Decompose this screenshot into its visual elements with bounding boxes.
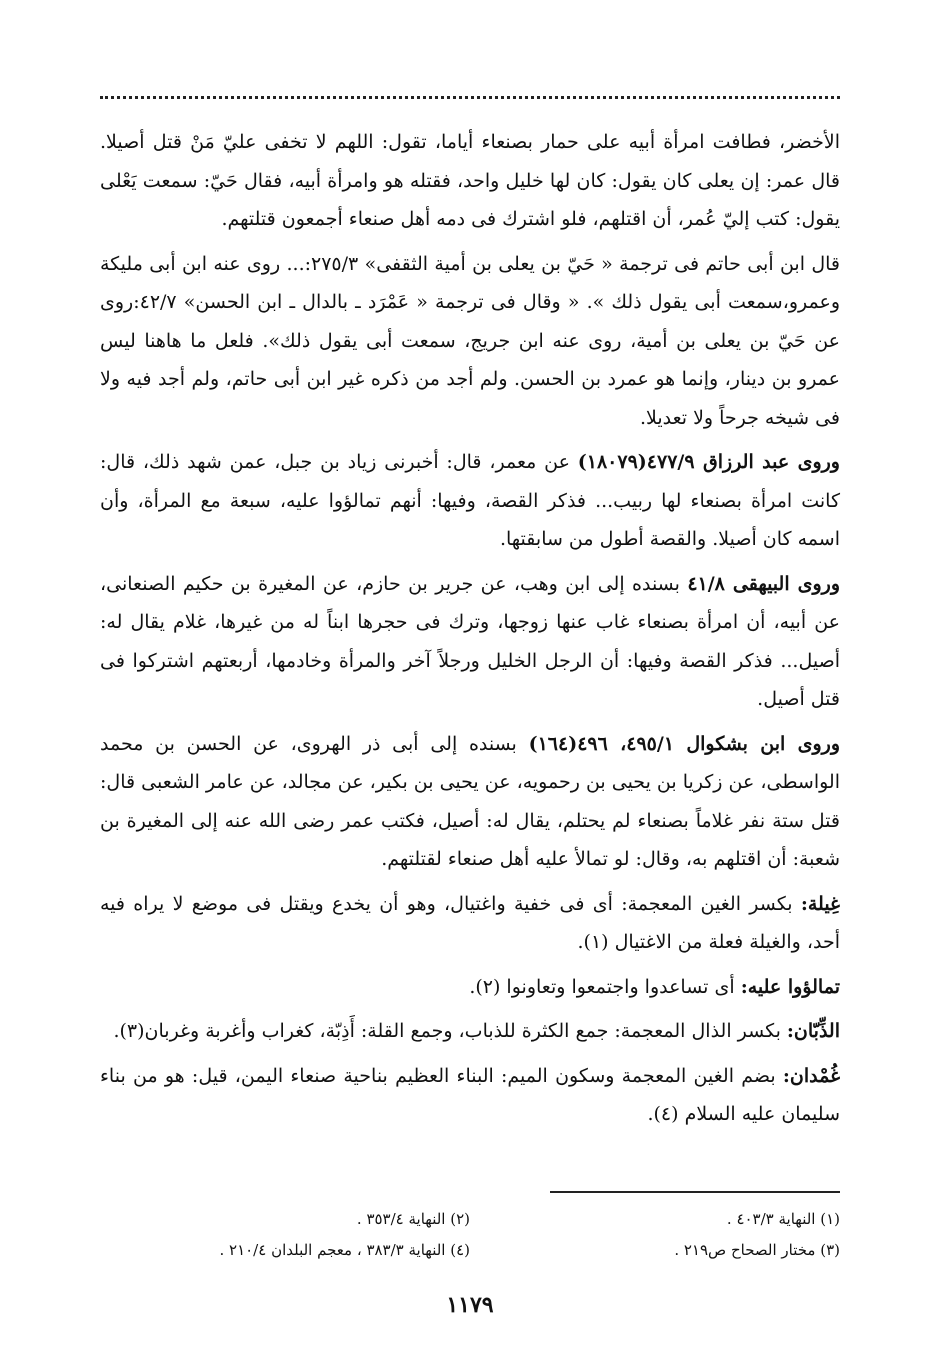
paragraph-text: الأخضر، فطافت امرأة أبيه على حمار بصنعاء أياما، تقول: اللهم لا تخفى عليّ مَنْ قتل أصيلا. قال عمر: إن يعلى كان يقول: كان لها خليل واحد، فقتله هو وامرأة أبيه، فقال حَيّ: سمعت يَعْلى يقول: كتب إليّ عُمر، أن اقتلهم، فلو اشترك فى دمه أهل صنعاء أجمعون قتلتهم. [100,131,841,230]
footnote-3: (٣) مختار الصحاح ص٢١٩ . [674,1241,840,1259]
footnote-1: (١) النهاية ٤٠٣/٣ . [726,1210,840,1228]
paragraph [100,443,840,559]
paragraph [100,1057,840,1134]
paragraph-text: بكسر الغين المعجمة: أى فى خفية واغتيال، وهو أن يخدع ويقتل فى موضع لا يراه فيه أحد، والغيلة فعلة من الاغتيال (١). [100,892,840,953]
footnote-4: (٤) النهاية ٣٨٣/٣ ، معجم البلدان ٢١٠/٤ . [219,1241,470,1259]
paragraph-lead: تمالؤوا عليه: [740,975,840,998]
paragraph-lead: وروى البيهقى ٤١/٨ [687,572,840,595]
footnote-2: (٢) النهاية ٣٥٣/٤ . [356,1210,470,1228]
paragraph [100,245,840,438]
paragraph-text: بكسر الذال المعجمة: جمع الكثرة للذباب، وجمع القلة: أَذِبّة، كغراب وأغربة وغربان(٣). [113,1020,787,1042]
paragraph [100,565,840,719]
paragraph-text: قال ابن أبى حاتم فى ترجمة « حَيّ بن يعلى بن أمية الثقفى» ٢٧٥/٣:... روى عنه ابن أبى مليكة وعمرو،سمعت أبى يقول ذلك ». « وقال فى ترجمة « عَمْرَد ـ بالدال ـ ابن الحسن» ٤٢/٧:روى عن حَيّ بن يعلى بن أمية، روى عنه ابن جريج، سمعت أبى يقول ذلك». فلعل ما هاهنا ليس عمرو بن دينار، وإنما هو عمرد بن الحسن. ولم أجد من ذكره غير ابن أبى حاتم، ولم أجد فيه ولا فى شيخه جرحاً ولا تعديلا. [100,252,840,429]
footnote-separator [550,1191,840,1193]
paragraph-text: بسنده إلى أبى ذر الهروى، عن الحسن بن محمد الواسطى، عن زكريا بن يحيى بن رحمويه، عن يحيى بن بكير، عن مجالد، عن عامر الشعبى قال: قتل ستة نفر غلاماً بصنعاء لم يحتلم، يقال له: أصيل، فكتب عمر رضى الله عنه إلى المغيرة بن شعبة: أن اقتلهم به، وقال: لو تمالأ عليه أهل صنعاء لقتلتهم. [100,732,840,870]
paragraph-text: بسنده إلى ابن وهب، عن جرير بن حازم، عن المغيرة بن حكيم الصنعانى، عن أبيه، أن امرأة بصنعاء غاب عنها زوجها، وترك فى حجرها ابناً له من غيرها، غلام يقال له: أصيل... فذكر القصة وفيها: أن الرجل الخليل ورجلاً آخر والمرأة وخادمها، أربعتهم اشتركوا فى قتل أصيل. [100,572,840,710]
paragraph [100,1012,840,1051]
paragraph [100,968,840,1007]
footnote-row [100,1235,840,1266]
paragraph-lead: الذِّبّان: [786,1020,840,1042]
paragraph [100,885,840,962]
paragraph [100,725,840,879]
paragraph-text: عن معمر، قال: أخبرنى زياد بن جبل، عمن شهد ذلك، قال: كانت امرأة بصنعاء لها ربيب... فذكر القصة، وفيها: أنهم تمالؤوا عليه، سبعة مع المرأة، وأن اسمه كان أصيلا. والقصة أطول من سابقتها. [100,451,840,550]
paragraph-text: بضم الغين المعجمة وسكون الميم: البناء العظيم بناحية صنعاء اليمن، قيل: هو من بناء سليمان عليه السلام (٤). [100,1064,840,1125]
footnote-row [100,1204,840,1235]
footnotes [100,1204,840,1266]
paragraph [100,123,840,239]
paragraph-lead: وروى ابن بشكوال ٤٩٥/١، ٤٩٦(١٦٤) [528,732,840,755]
main-text [100,123,840,1134]
header-dotted-rule [100,96,840,99]
page-number: ١١٧٩ [446,1292,494,1318]
paragraph-lead: غُمْدان: [782,1064,840,1087]
paragraph-lead: وروى عبد الرزاق ٤٧٧/٩(١٨٠٧٩) [577,451,840,473]
paragraph-text: أى تساعدوا واجتمعوا وتعاونوا (٢). [469,975,741,998]
paragraph-lead: غِيلة: [800,892,840,915]
page-body [100,80,840,1360]
